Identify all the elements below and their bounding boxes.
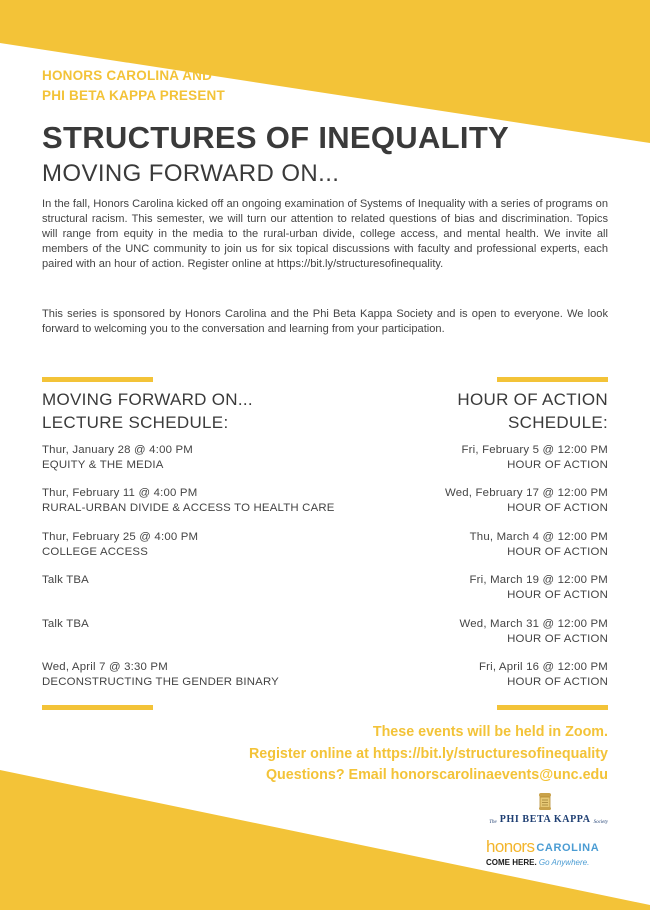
footer-info xyxy=(249,722,608,787)
event-date: Fri, April 16 @ 12:00 PM xyxy=(478,661,608,673)
event-date: Wed, February 17 @ 12:00 PM xyxy=(444,487,608,499)
page-subtitle: MOVING FORWARD ON... xyxy=(42,160,340,187)
event-title: COLLEGE ACCESS xyxy=(42,545,148,558)
presenter-line-2: PHI BETA KAPPA PRESENT xyxy=(42,88,225,103)
lecture-heading-line-2: LECTURE SCHEDULE: xyxy=(42,413,229,432)
divider-right-bottom xyxy=(497,705,608,710)
action-schedule-heading xyxy=(457,388,608,434)
lecture-event xyxy=(42,486,335,515)
pbk-key-icon xyxy=(537,792,553,812)
event-title: HOUR OF ACTION xyxy=(507,501,608,514)
event-date: Talk TBA xyxy=(42,574,89,586)
phi-beta-kappa-logo xyxy=(489,792,608,825)
lecture-event xyxy=(42,573,89,588)
action-event xyxy=(469,573,608,602)
divider-left-bottom xyxy=(42,705,153,710)
hc-tagline-1: COME HERE. xyxy=(486,858,537,867)
contact-email[interactable]: Questions? Email honorscarolinaevents@unc.edu xyxy=(265,767,608,783)
presenter-line xyxy=(42,66,225,106)
event-title: HOUR OF ACTION xyxy=(507,675,608,688)
action-event xyxy=(470,530,608,559)
event-date: Thur, February 11 @ 4:00 PM xyxy=(42,487,198,499)
lecture-heading-line-1: MOVING FORWARD ON... xyxy=(42,390,253,409)
event-title: HOUR OF ACTION xyxy=(507,588,608,601)
action-event xyxy=(445,486,608,515)
honors-carolina-logo xyxy=(486,838,608,867)
event-date: Wed, March 31 @ 12:00 PM xyxy=(459,618,608,630)
event-date: Thu, March 4 @ 12:00 PM xyxy=(469,531,608,543)
page-title: STRUCTURES OF INEQUALITY xyxy=(42,120,510,155)
pbk-wordmark: PHI BETA KAPPA xyxy=(499,814,591,825)
pbk-prefix: The xyxy=(489,820,497,825)
divider-left-top xyxy=(42,377,153,382)
event-date: Talk TBA xyxy=(42,618,89,630)
action-event xyxy=(461,443,608,472)
event-date: Fri, February 5 @ 12:00 PM xyxy=(461,444,608,456)
sponsor-paragraph: This series is sponsored by Honors Carolina and the Phi Beta Kappa Society and is open to everyone. We look forward to welcoming you to the conversation and learning from your participation. xyxy=(42,308,608,335)
divider-right-top xyxy=(497,377,608,382)
action-heading-line-2: SCHEDULE: xyxy=(507,413,608,432)
event-date: Wed, April 7 @ 3:30 PM xyxy=(42,661,168,673)
event-title: HOUR OF ACTION xyxy=(507,632,608,645)
hc-carolina-wordmark: CAROLINA xyxy=(536,842,600,854)
event-title: RURAL-URBAN DIVIDE & ACCESS TO HEALTH CARE xyxy=(42,501,335,514)
lecture-schedule-heading xyxy=(42,388,253,434)
zoom-note: These events will be held in Zoom. xyxy=(372,724,608,740)
lecture-event xyxy=(42,443,193,472)
action-heading-line-1: HOUR OF ACTION xyxy=(457,390,608,409)
event-title: DECONSTRUCTING THE GENDER BINARY xyxy=(42,675,279,688)
lecture-event xyxy=(42,660,279,689)
event-date: Fri, March 19 @ 12:00 PM xyxy=(469,574,608,586)
intro-paragraph: In the fall, Honors Carolina kicked off an ongoing examination of Systems of Inequality with a series of programs on structural racism. This semester, we will turn our attention to related questions of bias and discrimination. Topics will range from equity in the media to the rural-urban divide, college access, and mental health. We invite all members of the UNC community to join us for six topical discussions with faculty and professional experts, each paired with an hour of action. Register online at https://bit.ly/structuresofinequality. xyxy=(42,198,608,270)
event-title: HOUR OF ACTION xyxy=(507,458,608,471)
event-title: EQUITY & THE MEDIA xyxy=(42,458,164,471)
hc-honors-wordmark: honors xyxy=(486,837,535,856)
lecture-event xyxy=(42,530,198,559)
event-title: HOUR OF ACTION xyxy=(507,545,608,558)
lecture-event xyxy=(42,617,89,632)
action-event xyxy=(460,617,608,646)
action-event xyxy=(479,660,608,689)
presenter-line-1: HONORS CAROLINA AND xyxy=(42,68,213,83)
pbk-suffix: Society xyxy=(593,820,608,825)
event-date: Thur, January 28 @ 4:00 PM xyxy=(42,444,193,456)
register-link[interactable]: Register online at https://bit.ly/structuresofinequality xyxy=(248,745,608,762)
hc-tagline-2: Go Anywhere. xyxy=(538,858,590,867)
event-date: Thur, February 25 @ 4:00 PM xyxy=(42,531,199,543)
